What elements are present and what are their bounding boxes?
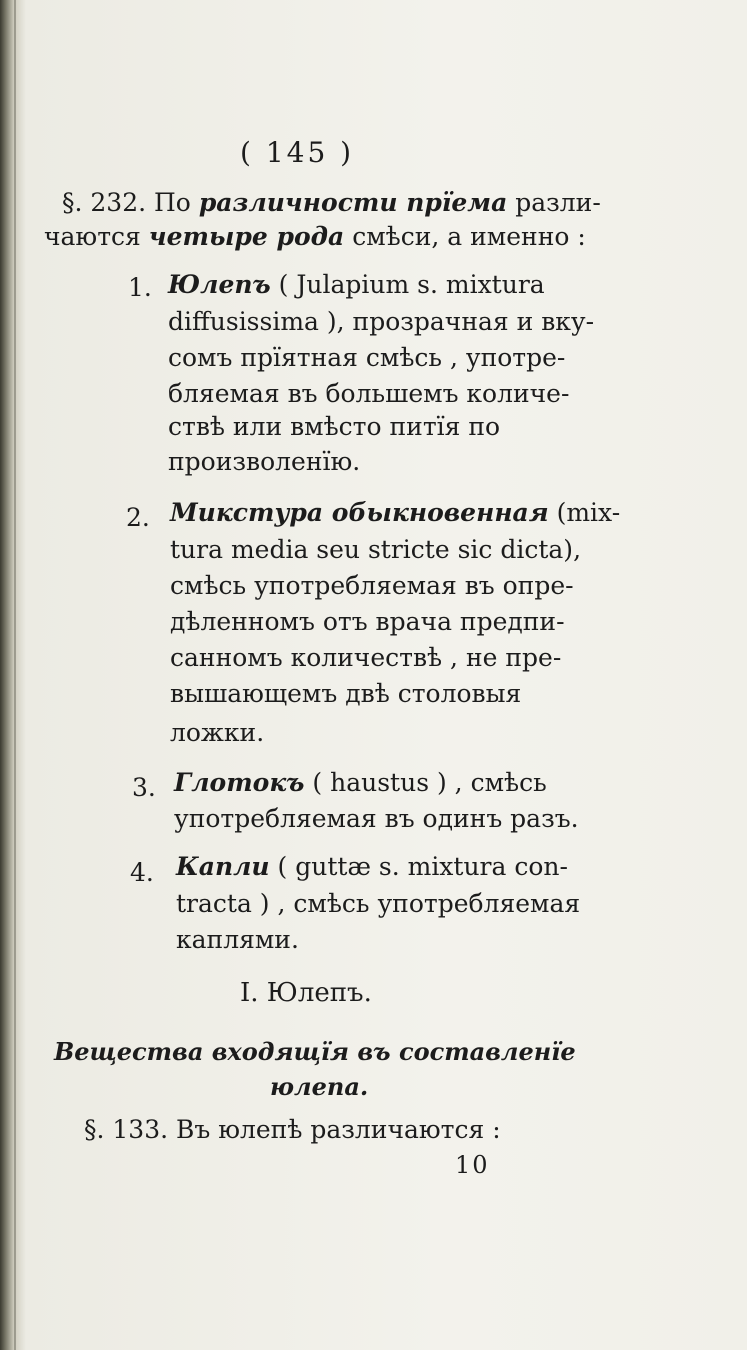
- item-text: ствѣ или вмѣсто питїя по: [168, 412, 501, 441]
- list-item-line: [168, 447, 360, 477]
- item-text: сомъ прїятная смѣсь , употре-: [168, 343, 566, 372]
- subheading-line-2: юлепа.: [270, 1072, 369, 1101]
- list-item-line: [170, 679, 521, 709]
- item-text: каплями.: [176, 925, 299, 954]
- paragraph-233: §. 133. Въ юлепѣ различаются :: [84, 1115, 501, 1144]
- list-item-line: [170, 498, 620, 528]
- list-item-line: [176, 925, 299, 955]
- paragraph-text: чаются: [44, 222, 149, 251]
- list-item-line: [168, 270, 545, 300]
- item-text: tracta ) , смѣсь употребляемая: [176, 889, 581, 918]
- list-item-line: [174, 804, 579, 834]
- item-text: ложки.: [170, 718, 265, 747]
- paragraph-text: §. 232. По: [62, 188, 199, 217]
- list-item-line: [174, 768, 547, 798]
- term-text: Капли: [176, 852, 270, 881]
- subheading-line-1: Вещества входящїя въ составленїе: [54, 1037, 576, 1066]
- term-text: Глотокъ: [174, 768, 305, 797]
- list-item-line: [168, 343, 565, 373]
- paragraph-232-line-1: [62, 188, 601, 218]
- item-text: ( haustus ) , смѣсь: [304, 768, 547, 797]
- list-item-line: [170, 607, 565, 637]
- catchword: 10: [455, 1151, 490, 1179]
- list-item-line: [168, 379, 569, 409]
- item-number: 4.: [130, 858, 154, 887]
- item-text: diffusissima ), прозрачная и вку-: [168, 307, 595, 336]
- item-text: tura media seu stricte sic dicta),: [170, 535, 582, 564]
- paragraph-text: смѣси, а именно :: [344, 222, 586, 251]
- list-item-line: [176, 852, 568, 882]
- item-number: 2.: [126, 503, 150, 532]
- list-item-line: [168, 412, 500, 442]
- list-item-line: [170, 718, 264, 748]
- item-text: санномъ количествѣ , не пре-: [170, 643, 562, 672]
- item-text: употребляемая въ одинъ разъ.: [174, 804, 579, 833]
- item-text: ( guttæ s. mixtura con-: [269, 852, 568, 881]
- term-text: Микстура обыкновенная: [170, 498, 549, 527]
- item-text: дѣленномъ отъ врача предпи-: [170, 607, 565, 636]
- item-text: произволенїю.: [168, 447, 361, 476]
- list-item-line: [170, 535, 581, 565]
- list-item-line: [168, 307, 594, 337]
- list-item-line: [176, 889, 580, 919]
- page-number: ( 145 ): [240, 136, 355, 169]
- item-text: (mix-: [548, 498, 621, 527]
- paragraph-232-line-2: [44, 222, 586, 252]
- item-text: вышающемъ двѣ столовыя: [170, 679, 522, 708]
- item-text: ( Julapium s. mixtura: [270, 270, 545, 299]
- list-item-line: [170, 571, 574, 601]
- list-item-line: [170, 643, 561, 673]
- item-number: 3.: [132, 773, 156, 802]
- item-number: 1.: [128, 273, 152, 302]
- paragraph-text: разли-: [507, 188, 601, 217]
- section-heading: I. Юлепъ.: [240, 978, 372, 1008]
- term-text: Юлепъ: [168, 270, 271, 299]
- item-text: смѣсь употребляемая въ опре-: [170, 571, 574, 600]
- page-gutter: [14, 0, 16, 1350]
- emphasis-text: различности прїема: [198, 188, 508, 217]
- emphasis-text: четыре рода: [148, 222, 345, 251]
- item-text: бляемая въ большемъ количе-: [168, 379, 570, 408]
